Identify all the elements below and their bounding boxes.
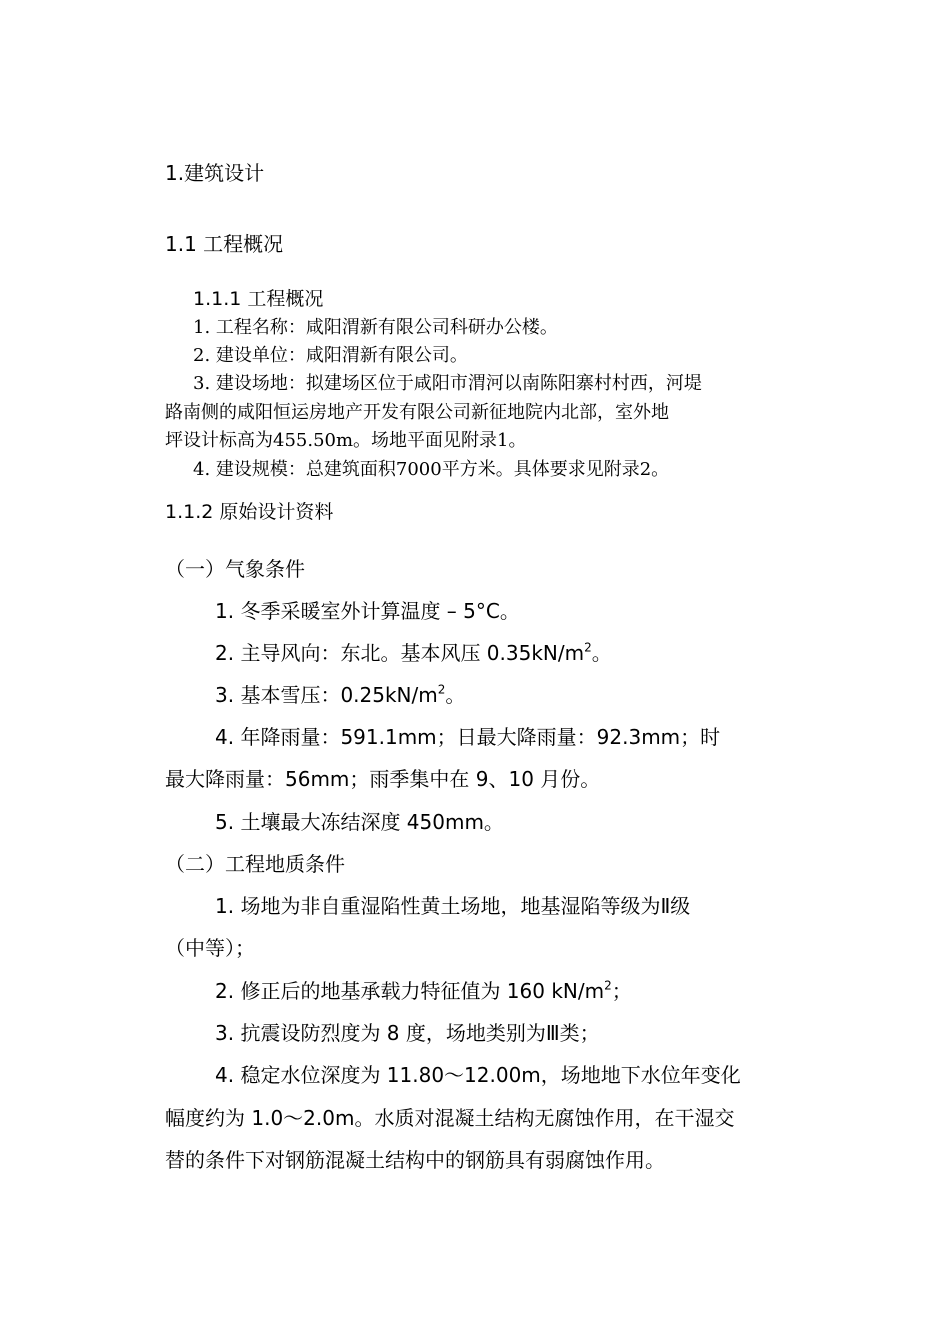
geology-item-loess-line-2: （中等）； (165, 936, 255, 960)
geology-item-seismic: 3. 抗震设防烈度为 8 度，场地类别为Ⅲ类； (215, 1021, 600, 1045)
project-site-item-line-3: 坪设计标高为455.50m。场地平面见附录1。 (165, 430, 527, 451)
geology-item-bearing-capacity-superscript: 2 (604, 978, 612, 993)
geology-item-bearing-capacity-end: ； (611, 979, 632, 1003)
weather-item-snow-end: 。 (445, 683, 466, 707)
geology-item-groundwater-line-1: 4. 稳定水位深度为 11.80～12.00m，场地地下水位年变化 (215, 1063, 741, 1087)
heading-architectural-design: 1.建筑设计 (165, 161, 265, 185)
heading-original-design-data: 1.1.2 原始设计资料 (165, 501, 334, 523)
weather-item-frost-depth: 5. 土壤最大冻结深度 450mm。 (215, 810, 504, 834)
weather-conditions-title: （一）气象条件 (165, 557, 305, 581)
weather-item-wind-end: 。 (591, 641, 612, 665)
geology-item-groundwater-line-3: 替的条件下对钢筋混凝土结构中的钢筋具有弱腐蚀作用。 (165, 1148, 665, 1172)
weather-item-heating-temperature: 1. 冬季采暖室外计算温度 – 5°C。 (215, 599, 520, 623)
project-scale-item: 4. 建设规模：总建筑面积7000平方米。具体要求见附录2。 (193, 459, 670, 480)
project-name-item: 1. 工程名称：咸阳渭新有限公司科研办公楼。 (193, 317, 558, 338)
weather-item-rainfall-line-1: 4. 年降雨量：591.1mm；日最大降雨量：92.3mm；时 (215, 725, 721, 749)
heading-project-overview-sub: 1.1.1 工程概况 (193, 288, 324, 310)
weather-item-wind-text: 2. 主导风向：东北。基本风压 0.35kN/m (215, 641, 585, 665)
weather-item-wind-superscript: 2 (584, 640, 592, 655)
weather-item-snow-text: 3. 基本雪压：0.25kN/m (215, 683, 438, 707)
weather-item-wind (215, 640, 612, 665)
geology-item-bearing-capacity (215, 978, 632, 1003)
weather-item-snow-superscript: 2 (437, 682, 446, 697)
heading-project-overview: 1.1 工程概况 (165, 232, 284, 256)
weather-item-snow (215, 682, 466, 707)
geology-conditions-title: （二）工程地质条件 (165, 852, 345, 876)
geology-item-bearing-capacity-text: 2. 修正后的地基承载力特征值为 160 kN/m (215, 979, 605, 1003)
geology-item-groundwater-line-2: 幅度约为 1.0～2.0m。水质对混凝土结构无腐蚀作用，在干湿交 (165, 1106, 735, 1130)
geology-item-loess-line-1: 1. 场地为非自重湿陷性黄土场地，地基湿陷等级为Ⅱ级 (215, 894, 691, 918)
project-owner-item: 2. 建设单位：咸阳渭新有限公司。 (193, 345, 468, 366)
project-site-item-line-2: 路南侧的咸阳恒运房地产开发有限公司新征地院内北部，室外地 (165, 402, 669, 423)
weather-item-rainfall-line-2: 最大降雨量：56mm；雨季集中在 9、10 月份。 (165, 767, 601, 791)
project-site-item-line-1: 3. 建设场地：拟建场区位于咸阳市渭河以南陈阳寨村村西，河堤 (193, 373, 702, 394)
